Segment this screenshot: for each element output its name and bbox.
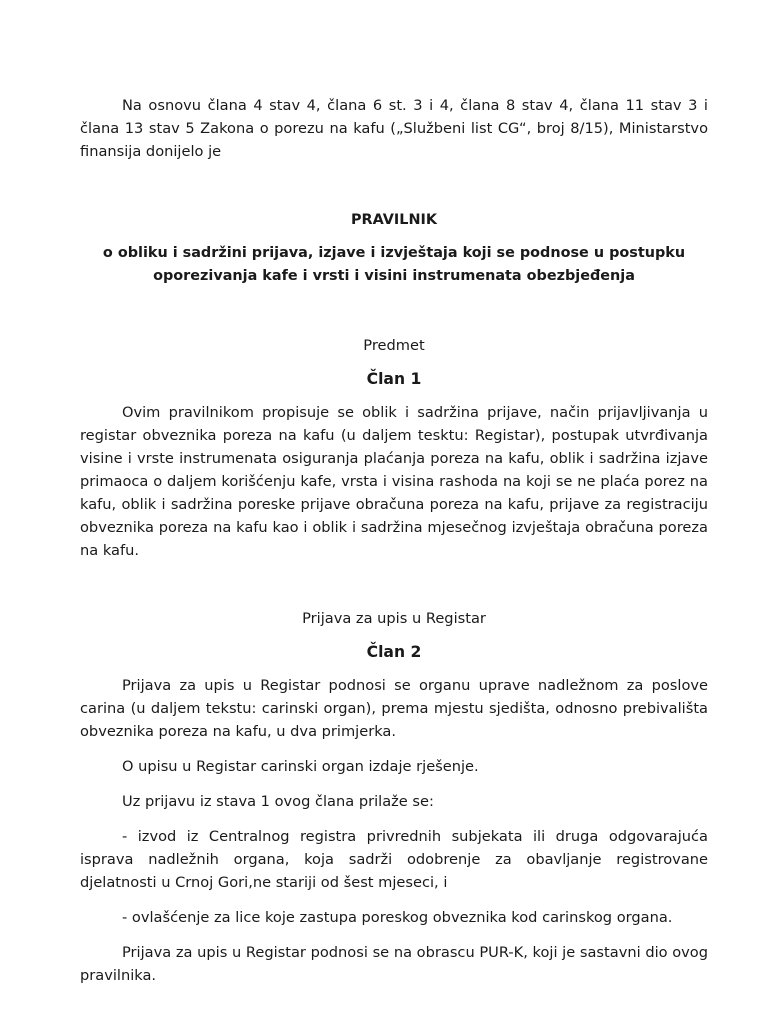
document-body (80, 94, 708, 987)
intro-paragraph: Na osnovu člana 4 stav 4, člana 6 st. 3 i 4, člana 8 stav 4, člana 11 stav 3 i člana 13 stav 5 Zakona o porezu na kafu („Službeni list CG“, broj 8/15), Ministarstvo finansija donijelo je (80, 97, 708, 160)
article-2-list-item-1: - izvod iz Centralnog registra privrednih subjekata ili druga odgovarajuća isprava nadležnih organa, koja sadrži odobrenje za obavljanje registrovane djelatnosti u Crnoj Gori,ne stariji od šest mjeseci, i (80, 828, 708, 891)
article-2-paragraph-4: Prijava za upis u Registar podnosi se na obrascu PUR-K, koji je sastavni dio ovog pravilnika. (80, 944, 708, 984)
section-label-prijava: Prijava za upis u Registar (302, 610, 486, 627)
article-2-paragraph-2: O upisu u Registar carinski organ izdaje rješenje. (122, 758, 479, 775)
article-heading-1: Član 1 (366, 370, 422, 388)
document-subtitle: o obliku i sadržini prijava, izjave i izvještaja koji se podnose u postupku oporezivanja kafe i vrsti i visini instrumenata obezbjeđenja (102, 245, 686, 284)
article-1-paragraph-1: Ovim pravilnikom propisuje se oblik i sadržina prijave, način prijavljivanja u registar obveznika poreza na kafu (u daljem tesktu: Registar), postupak utvrđivanja visine i vrste instrumenata osiguranja plaćanja poreza na kafu, oblik i sadržina izjave primaoca o daljem korišćenju kafe, vrsta i visina rashoda na koji se ne plaća porez na kafu, oblik i sadržina poreske prijave obračuna poreza na kafu, prijave za registraciju obveznika poreza na kafu kao i oblik i sadržina mjesečnog izvještaja obračuna poreza na kafu. (80, 404, 708, 559)
article-heading-2: Član 2 (366, 643, 422, 661)
article-2-list-item-2: - ovlašćenje za lice koje zastupa poreskog obveznika kod carinskog organa. (122, 909, 673, 926)
article-2-paragraph-3: Uz prijavu iz stava 1 ovog člana prilaže se: (122, 793, 434, 810)
section-label-predmet: Predmet (363, 337, 425, 354)
document-title: PRAVILNIK (351, 212, 437, 228)
article-2-paragraph-1: Prijava za upis u Registar podnosi se organu uprave nadležnom za poslove carina (u daljem tekstu: carinski organ), prema mjestu sjedišta, odnosno prebivališta obveznika poreza na kafu, u dva primjerka. (80, 677, 708, 740)
